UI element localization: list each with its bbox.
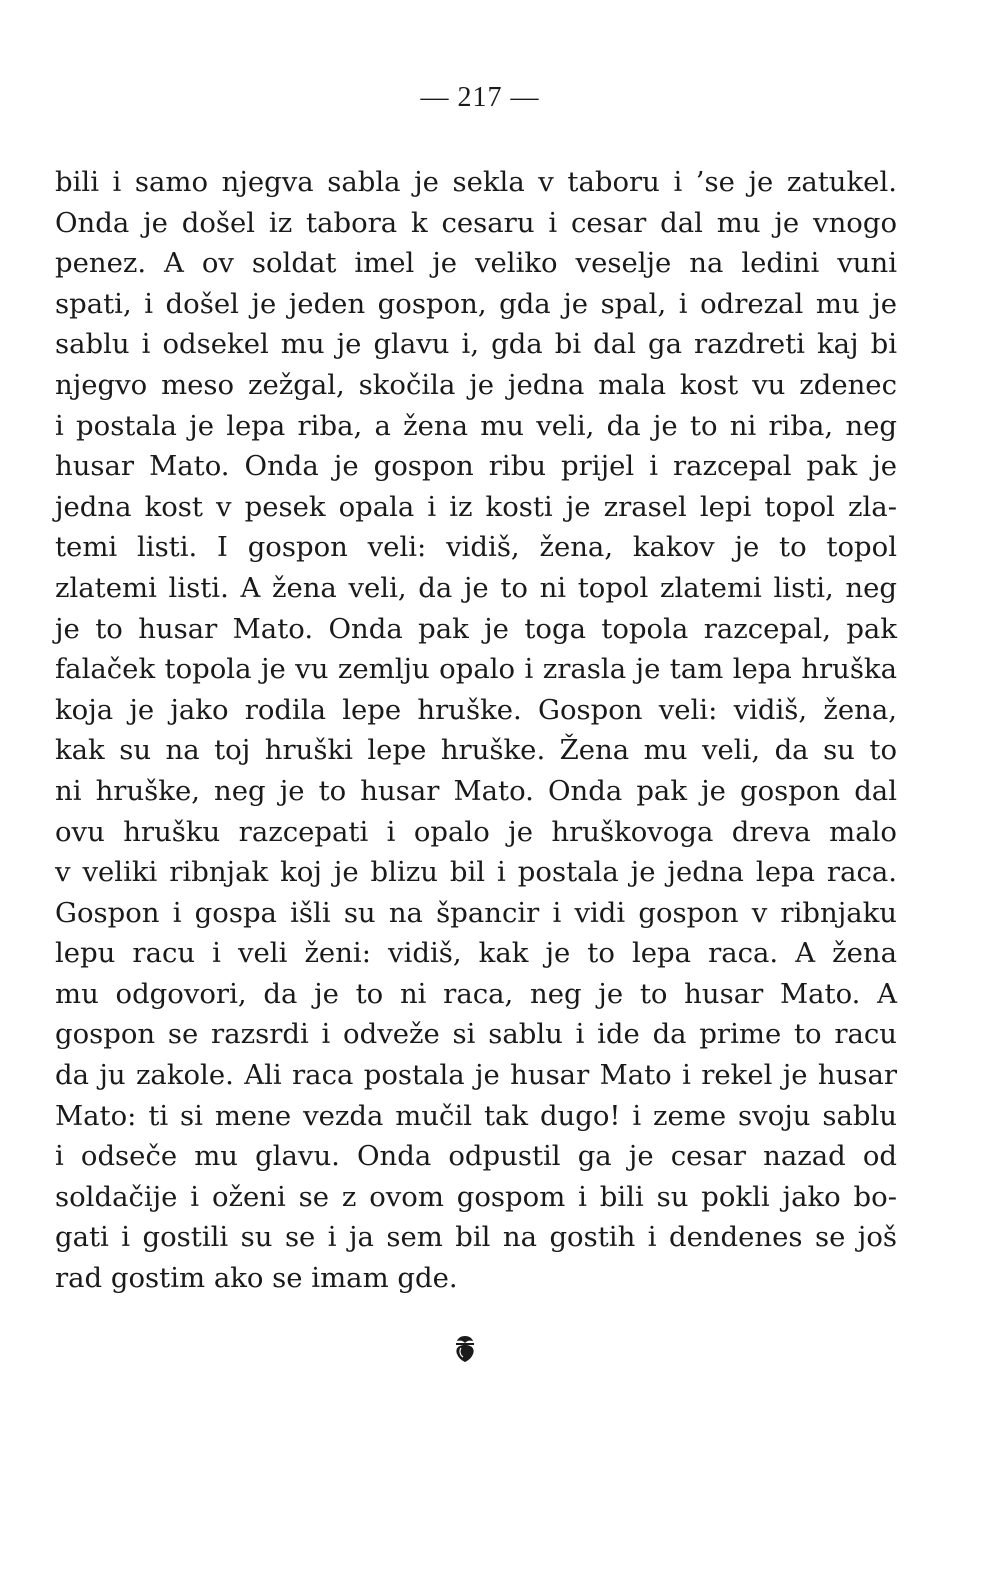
text-line: gospon se razsrdi i odveže si sablu i ide da prime to racu — [55, 1018, 897, 1051]
text-line: temi listi. I gospon veli: vidiš, žena, kakov je to topol — [55, 531, 897, 564]
text-line: v veliki ribnjak koj je blizu bil i postala je jedna lepa raca. — [55, 856, 897, 889]
text-line: i postala je lepa riba, a žena mu veli, da je to ni riba, neg — [55, 409, 897, 442]
text-line: Onda je došel iz tabora k cesaru i cesar dal mu je vnogo — [55, 206, 897, 239]
text-line: koja je jako rodila lepe hruške. Gospon veli: vidiš, žena, — [55, 693, 897, 726]
page-number: — 217 — — [420, 82, 540, 113]
text-line: je to husar Mato. Onda pak je toga topola razcepal, pak — [55, 612, 897, 645]
text-line: penez. A ov soldat imel je veliko veselje na ledini vuni — [55, 247, 897, 280]
text-line: spati, i došel je jeden gospon, gda je spal, i odrezal mu je — [55, 287, 897, 320]
body-text — [55, 162, 897, 1299]
text-line: falaček topola je vu zemlju opalo i zrasla je tam lepa hruška — [55, 653, 897, 686]
text-line: rad gostim ako se imam gde. — [55, 1262, 458, 1295]
text-line: jedna kost v pesek opala i iz kosti je zrasel lepi topol zla- — [55, 490, 897, 523]
text-line: zlatemi listi. A žena veli, da je to ni topol zlatemi listi, neg — [55, 571, 897, 604]
text-line: soldačije i oženi se z ovom gospom i bili su pokli jako bo- — [55, 1180, 897, 1213]
text-line: bili i samo njegva sabla je sekla v taboru i ’se je zatukel. — [55, 166, 897, 198]
text-line: Gospon i gospa išli su na špancir i vidi gospon v ribnjaku — [55, 896, 897, 929]
text-line: mu odgovori, da je to ni raca, neg je to husar Mato. A — [55, 977, 897, 1010]
text-line: njegvo meso zežgal, skočila je jedna mala kost vu zdenec — [55, 368, 897, 401]
text-line: ovu hrušku razcepati i opalo je hruškovoga dreva malo — [55, 815, 897, 848]
text-line: da ju zakole. Ali raca postala je husar Mato i rekel je husar — [55, 1059, 897, 1092]
text-line: i odseče mu glavu. Onda odpustil ga je cesar nazad od — [55, 1140, 897, 1173]
text-line: ni hruške, neg je to husar Mato. Onda pak je gospon dal — [55, 774, 897, 807]
fleuron-icon — [452, 1334, 478, 1364]
text-line: gati i gostili su se i ja sem bil na gostih i dendenes se još — [55, 1221, 897, 1254]
text-line: husar Mato. Onda je gospon ribu prijel i razcepal pak je — [55, 450, 897, 483]
text-line: lepu racu i veli ženi: vidiš, kak je to lepa raca. A žena — [55, 937, 897, 970]
text-line: kak su na toj hruški lepe hruške. Žena mu veli, da su to — [55, 734, 897, 767]
text-line: sablu i odsekel mu je glavu i, gda bi dal ga razdreti kaj bi — [55, 328, 897, 361]
text-line: Mato: ti si mene vezda mučil tak dugo! i zeme svoju sablu — [55, 1099, 897, 1132]
